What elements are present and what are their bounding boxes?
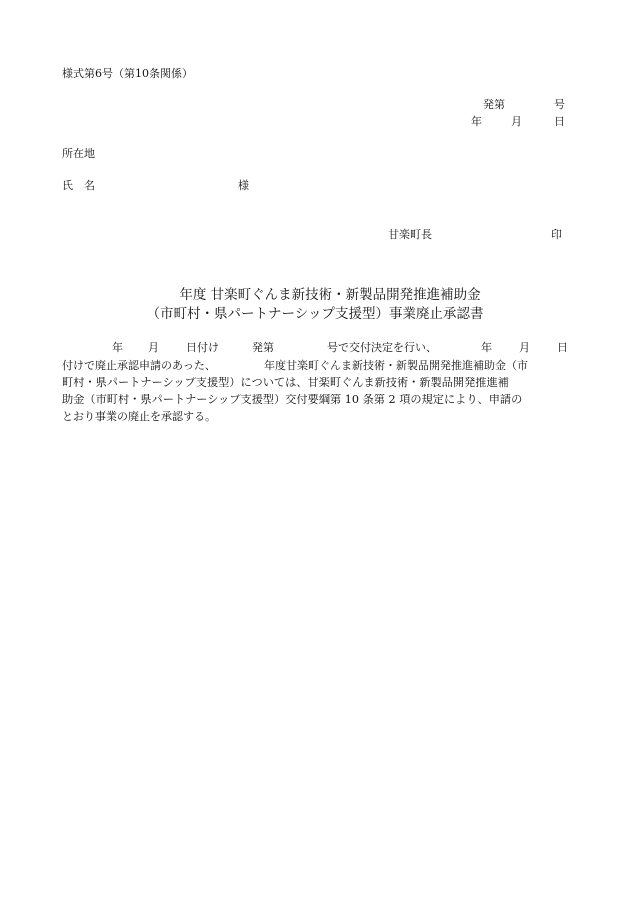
doc-number-suffix: 号 [554,98,565,111]
honorific: 様 [238,179,249,192]
date-day: 日 [554,115,565,128]
body-l1-month2: 月 [519,341,530,354]
seal-mark: 印 [551,228,562,241]
body-l3: 町村・県パートナーシップ支援型）については、甘楽町ぐんま新技術・新製品開発推進補 [62,377,509,389]
body-l2-subsidy: 年度甘楽町ぐんま新技術・新製品開発推進補助金（市 [264,359,528,372]
doc-title-line1: 年度 甘楽町ぐんま新技術・新製品開発推進補助金 [179,287,481,303]
form-number: 様式第6号（第10条関係） [62,67,193,80]
body-l1-year: 年 [112,341,123,354]
date-year: 年 [471,115,482,128]
body-l1-month: 月 [148,341,159,354]
issuer-title: 甘楽町長 [388,228,432,241]
name-label: 氏 名 [62,179,95,192]
address-label: 所在地 [62,147,95,160]
body-l2-application: 付けで廃止承認申請のあった、 [62,359,216,372]
body-l5: とおり事業の廃止を承認する。 [62,410,216,423]
body-l4: 助金（市町村・県パートナーシップ支援型）交付要綱第 10 条第 2 項の規定により、申請の [62,394,523,406]
body-l1-year2: 年 [481,341,492,354]
doc-title-line2: （市町村・県パートナーシップ支援型）事業廃止承認書 [146,306,484,322]
body-l1-day: 日付け [186,341,219,354]
body-l1-day2: 日 [557,341,568,354]
date-month: 月 [511,115,522,128]
body-l1-decision: 号で交付決定を行い、 [327,341,437,354]
body-l1-doc-prefix: 発第 [252,341,274,354]
doc-number-prefix: 発第 [483,98,505,111]
